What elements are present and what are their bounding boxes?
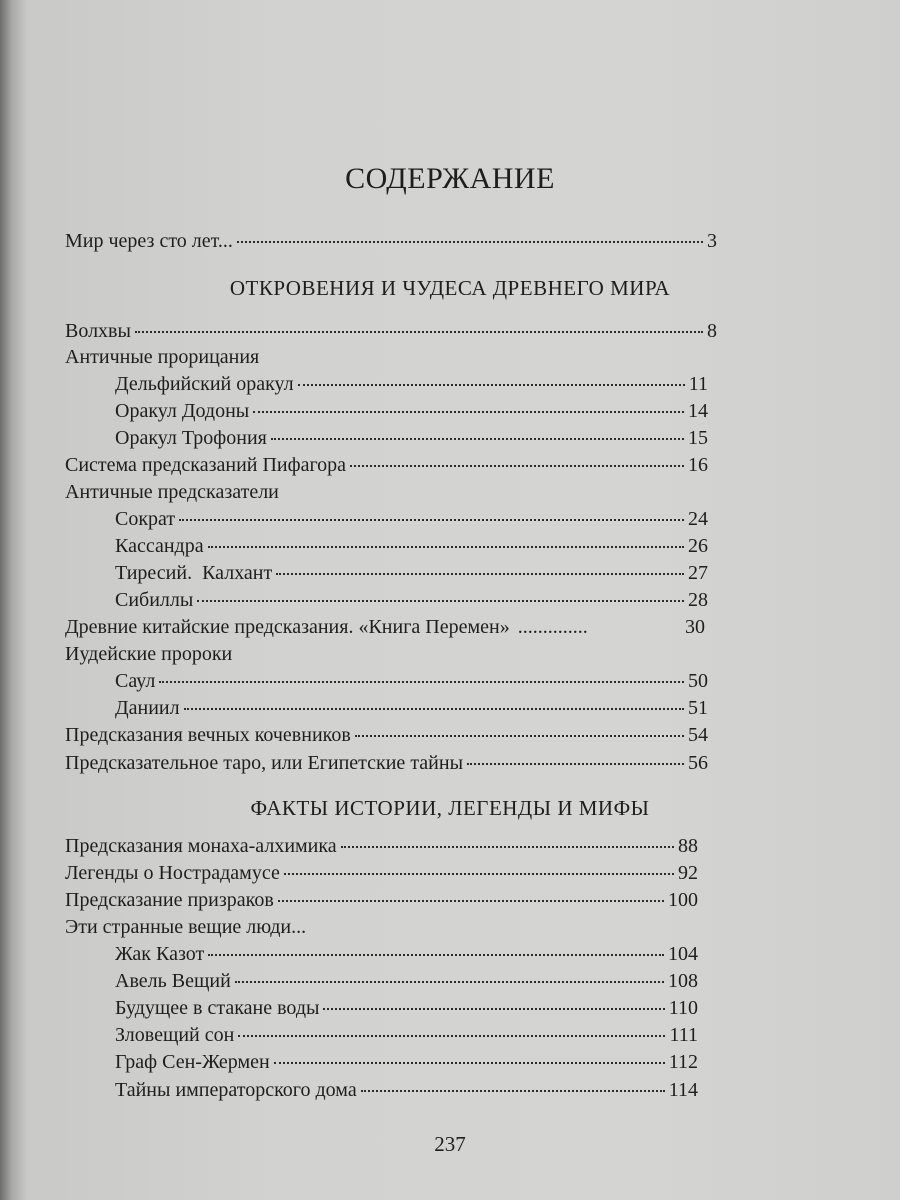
dot-leader	[159, 681, 684, 683]
toc-entry-nomads	[65, 722, 708, 749]
dot-leader	[235, 981, 664, 983]
entry-page: 8	[707, 320, 717, 342]
dot-leader	[197, 600, 684, 602]
entry-page: 24	[688, 508, 708, 530]
entry-page: 16	[688, 454, 708, 476]
dot-leader	[284, 873, 674, 875]
dot-leader	[276, 573, 684, 575]
entry-page: 56	[688, 752, 708, 774]
entry-page: 108	[668, 970, 698, 992]
dot-leader	[341, 846, 674, 848]
entry-page: 114	[668, 1079, 698, 1101]
toc-entry-monk	[65, 833, 698, 860]
toc-entry-ghosts	[65, 887, 698, 914]
toc-entry-cassandra	[115, 533, 708, 560]
toc-entry-socrates	[115, 506, 708, 533]
dot-leader	[184, 708, 684, 710]
toc-group-heading: Античные предсказатели	[65, 481, 279, 503]
dot-leader	[355, 735, 684, 737]
entry-page: 27	[688, 562, 708, 584]
toc-entry-saint-germain	[115, 1049, 698, 1076]
entry-label: Кассандра	[115, 535, 204, 557]
entry-label: Предсказание призраков	[65, 889, 274, 911]
toc-entry-kazot	[115, 941, 698, 968]
entry-page: 112	[668, 1051, 698, 1073]
dot-leader	[208, 954, 664, 956]
section-title: ФАКТЫ ИСТОРИИ, ЛЕГЕНДЫ И МИФЫ	[250, 796, 650, 820]
toc-entry-glass	[115, 995, 698, 1022]
toc-entry-sibyls	[115, 587, 708, 614]
toc-group-heading: Античные прорицания	[65, 346, 260, 368]
entry-label: Система предсказаний Пифагора	[65, 454, 347, 476]
entry-page: 26	[688, 535, 708, 557]
entry-label: Оракул Трофония	[115, 427, 267, 449]
dot-leader	[274, 1062, 665, 1064]
dot-leader	[278, 900, 664, 902]
entry-label: Авель Вещий	[115, 970, 231, 992]
dot-leader	[467, 763, 684, 765]
dot-leader	[135, 331, 703, 333]
entry-page: 30	[685, 616, 705, 638]
toc-entry-dream	[115, 1022, 698, 1049]
entry-page: 92	[678, 862, 698, 884]
entry-label: Будущее в стакане воды	[115, 997, 320, 1019]
entry-label: Сократ	[115, 508, 176, 530]
contents-title: СОДЕРЖАНИЕ	[345, 162, 555, 195]
toc-entry-intro	[65, 228, 717, 255]
entry-page: 50	[688, 670, 708, 692]
toc-entry-volkhvy	[65, 318, 717, 345]
entry-page: 28	[688, 589, 708, 611]
entry-label: Сибиллы	[115, 589, 194, 611]
entry-label: Мир через сто лет...	[65, 230, 233, 252]
toc-entry-tiresias	[115, 560, 708, 587]
entry-page: 110	[668, 997, 698, 1019]
entry-page: 14	[688, 400, 708, 422]
entry-page: 88	[678, 835, 698, 857]
entry-label: Древние китайские предсказания. «Книга Перемен»	[65, 616, 510, 638]
entry-label: Предсказательное таро, или Египетские тайны	[65, 752, 464, 774]
dot-leader	[271, 438, 684, 440]
entry-label: Тиресий. Калхант	[115, 562, 273, 584]
dot-leader-text: ..............	[517, 616, 588, 638]
entry-page: 104	[668, 943, 698, 965]
entry-label: Зловещий сон	[115, 1024, 235, 1046]
entry-page: 15	[688, 427, 708, 449]
entry-label: Тайны императорского дома	[115, 1079, 357, 1101]
entry-page: 3	[707, 230, 717, 252]
dot-leader	[179, 519, 684, 521]
toc-entry-dodona	[115, 398, 708, 425]
dot-leader	[253, 411, 684, 413]
entry-label: Волхвы	[65, 320, 131, 342]
toc-entry-trofoniy	[115, 425, 708, 452]
toc-entry-delphi	[115, 371, 708, 398]
dot-leader	[237, 241, 703, 243]
section-title: ОТКРОВЕНИЯ И ЧУДЕСА ДРЕВНЕГО МИРА	[229, 276, 671, 300]
entry-label: Граф Сен-Жермен	[115, 1051, 270, 1073]
dot-leader	[361, 1090, 665, 1092]
entry-label: Оракул Додоны	[115, 400, 250, 422]
toc-entry-daniel	[115, 695, 708, 722]
entry-label: Даниил	[115, 697, 180, 719]
entry-label: Жак Казот	[115, 943, 205, 965]
dot-leader	[238, 1035, 665, 1037]
toc-group-heading: Эти странные вещие люди...	[65, 916, 307, 938]
entry-page: 111	[669, 1024, 698, 1046]
toc-entry-imperial-house	[115, 1077, 698, 1104]
toc-entry-nostradamus	[65, 860, 698, 887]
dot-leader	[298, 384, 685, 386]
entry-label: Легенды о Нострадамусе	[65, 862, 280, 884]
entry-page: 100	[668, 889, 698, 911]
entry-label: Предсказания монаха-алхимика	[65, 835, 337, 857]
entry-label: Предсказания вечных кочевников	[65, 724, 351, 746]
entry-label: Саул	[115, 670, 156, 692]
dot-leader	[350, 465, 684, 467]
dot-leader	[208, 546, 684, 548]
page-number: 237	[434, 1132, 466, 1156]
entry-label: Дельфийский оракул	[115, 373, 294, 395]
toc-entry-pythagoras	[65, 452, 708, 479]
dot-leader	[323, 1008, 664, 1010]
entry-page: 51	[688, 697, 708, 719]
toc-entry-china	[65, 614, 705, 641]
toc-entry-saul	[115, 668, 708, 695]
toc-entry-tarot	[65, 750, 708, 777]
toc-group-heading: Иудейские пророки	[65, 643, 233, 665]
toc-entry-abel	[115, 968, 698, 995]
entry-page: 11	[688, 373, 708, 395]
entry-page: 54	[688, 724, 708, 746]
